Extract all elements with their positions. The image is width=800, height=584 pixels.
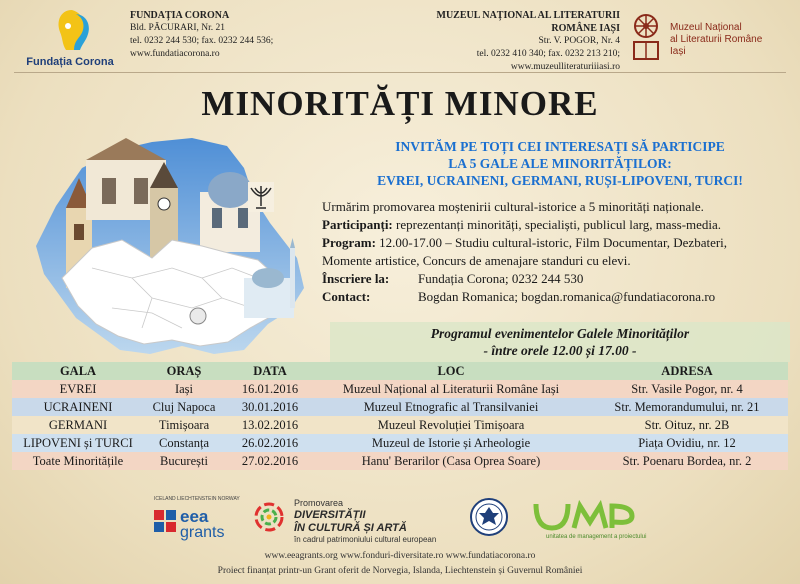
- table-row: [12, 452, 788, 470]
- table-row: [12, 398, 788, 416]
- cell-oras: Timișoara: [144, 416, 224, 434]
- corona-head-icon: [54, 8, 90, 52]
- cell-adresa: Str. Oituz, nr. 2B: [586, 416, 788, 434]
- romanian-government-seal: [470, 498, 508, 536]
- program-band-title: Programul evenimentelor Galele Minorităților: [430, 326, 690, 341]
- participants-line: [322, 216, 792, 234]
- museum-phone: tel. 0232 410 340; fax. 0232 213 210;: [476, 49, 620, 59]
- fc-logo-name: Fundația Corona: [26, 56, 114, 68]
- cell-gala: LIPOVENI și TURCI: [12, 434, 144, 452]
- cell-data: 13.02.2016: [224, 416, 316, 434]
- fundatia-corona-logo: [22, 8, 118, 70]
- cell-gala: UCRAINENI: [12, 398, 144, 416]
- eea-grants-word: grants: [180, 524, 225, 541]
- cell-oras: Cluj Napoca: [144, 398, 224, 416]
- invitation-block: [330, 138, 790, 189]
- monument-icon: [190, 308, 206, 324]
- cell-loc: Muzeul Etnografic al Transilvaniei: [316, 398, 586, 416]
- diversity-line-b: DIVERSITĂȚII: [294, 509, 366, 521]
- diversity-line-d: în cadrul patrimoniului cultural european: [294, 535, 437, 544]
- cell-data: 27.02.2016: [224, 452, 316, 470]
- cell-loc: Muzeul Național al Literaturii Române Iași: [316, 380, 586, 398]
- ump-logo: [530, 498, 650, 542]
- cell-adresa: Str. Memorandumului, nr. 21: [586, 398, 788, 416]
- cell-data: 16.01.2016: [224, 380, 316, 398]
- footer-credit: Proiect finanțat printr-un Grant oferit de Norvegia, Islanda, Liechtenstein și Guvernul României: [217, 566, 583, 576]
- contact-label: Contact:: [322, 289, 371, 304]
- diversity-line-a: Promovarea: [294, 498, 344, 508]
- invite-line1: INVITĂM PE TOȚI CEI INTERESAȚI SĂ PARTICIPE: [395, 139, 725, 154]
- cell-data: 26.02.2016: [224, 434, 316, 452]
- cell-data: 30.01.2016: [224, 398, 316, 416]
- program-text: 12.00-17.00 – Studiu cultural-istoric, Film Documentar, Dezbateri,: [375, 235, 728, 250]
- events-table: [12, 362, 788, 470]
- cell-gala: Toate Minoritățile: [12, 452, 144, 470]
- contact-line: [322, 288, 792, 306]
- fc-address: Bld. PĂCURARI, Nr. 21: [130, 23, 226, 33]
- museum-logo-line2: al Literaturii Române: [670, 34, 763, 45]
- table-row: [12, 434, 788, 452]
- cell-gala: GERMANI: [12, 416, 144, 434]
- museum-web: www.muzeulliteraturiiiasi.ro: [510, 62, 620, 72]
- contact-text: Bogdan Romanica; bogdan.romanica@fundatiacorona.ro: [418, 289, 716, 304]
- museum-logo-name: [670, 22, 790, 58]
- museum-logo-line1: Muzeul Național: [670, 22, 742, 33]
- program-band: [330, 322, 790, 362]
- museum-address: Str. V. POGOR, Nr. 4: [538, 36, 620, 46]
- eea-word: eea: [180, 507, 209, 526]
- signup-line: [322, 270, 792, 288]
- table-header-row: [12, 362, 788, 380]
- header-divider: [14, 72, 786, 73]
- description-block: [322, 198, 792, 306]
- footer-urls: www.eeagrants.org www.fonduri-diversitate.ro www.fundatiacorona.ro: [264, 551, 536, 561]
- museum-title: MUZEUL NAȚIONAL AL LITERATURII ROMÂNE IAȘI: [436, 10, 620, 34]
- museum-contact-block: [400, 9, 620, 74]
- invite-line3: EVREI, UCRAINENI, GERMANI, RUȘI-LIPOVENI, TURCI!: [377, 173, 743, 188]
- romania-map-collage: [22, 128, 322, 360]
- header: [0, 0, 800, 72]
- fc-title: FUNDAȚIA CORONA: [130, 10, 230, 21]
- eea-grants-logo: [150, 496, 240, 542]
- cell-oras: Iași: [144, 380, 224, 398]
- fc-phone: tel. 0232 244 530; fax. 0232 244 536;: [130, 36, 274, 46]
- sponsor-logos: [0, 490, 800, 550]
- eea-countries: ICELAND LIECHTENSTEIN NORWAY: [154, 496, 240, 502]
- header-gala: GALA: [12, 362, 144, 380]
- fc-contact-block: [130, 9, 310, 61]
- cell-adresa: Str. Poenaru Bordea, nr. 2: [586, 452, 788, 470]
- cell-gala: EVREI: [12, 380, 144, 398]
- ump-subtitle: unitatea de management a proiectului: [546, 534, 647, 540]
- header-data: DATA: [224, 362, 316, 380]
- museum-wheel-icon: [630, 12, 662, 62]
- invite-line2: LA 5 GALE ALE MINORITĂȚILOR:: [448, 156, 672, 171]
- intro-text: Urmărim promovarea moștenirii cultural-istorice a 5 minorități naționale.: [322, 199, 704, 214]
- program-label: Program:: [322, 235, 376, 250]
- cell-loc: Hanu' Berarilor (Casa Oprea Soare): [316, 452, 586, 470]
- page-title: MINORITĂȚI MINORE: [201, 84, 599, 123]
- header-adresa: ADRESA: [586, 362, 788, 380]
- participants-text: reprezentanți minorități, specialiști, publicul larg, mass-media.: [392, 217, 722, 232]
- menorah-icon: [248, 182, 274, 212]
- fc-web: www.fundatiacorona.ro: [130, 49, 220, 59]
- signup-label: Înscriere la:: [322, 271, 390, 286]
- program-line-2: Momente artistice, Concurs de amenajare standuri cu elevi.: [322, 253, 631, 268]
- museum-logo: [630, 12, 790, 66]
- participants-label: Participanți:: [322, 217, 393, 232]
- eea-squares-icon: [154, 510, 176, 532]
- cell-oras: Constanța: [144, 434, 224, 452]
- cell-loc: Muzeul de Istorie și Arheologie: [316, 434, 586, 452]
- museum-logo-line3: Iași: [670, 46, 686, 57]
- cell-adresa: Piața Ovidiu, nr. 12: [586, 434, 788, 452]
- program-band-hours: - între orele 12.00 și 17.00 -: [483, 343, 637, 358]
- diversity-logo: [252, 492, 452, 542]
- table-row: [12, 416, 788, 434]
- cell-oras: București: [144, 452, 224, 470]
- ump-mark-icon: [530, 498, 650, 534]
- header-loc: LOC: [316, 362, 586, 380]
- program-line: [322, 234, 792, 252]
- diversity-line-c: ÎN CULTURĂ ȘI ARTĂ: [294, 522, 407, 534]
- signup-text: Fundația Corona; 0232 244 530: [418, 271, 584, 286]
- cell-adresa: Str. Vasile Pogor, nr. 4: [586, 380, 788, 398]
- cell-loc: Muzeul Revoluției Timișoara: [316, 416, 586, 434]
- header-oras: ORAȘ: [144, 362, 224, 380]
- table-row: [12, 380, 788, 398]
- diversity-circle-icon: [252, 500, 286, 534]
